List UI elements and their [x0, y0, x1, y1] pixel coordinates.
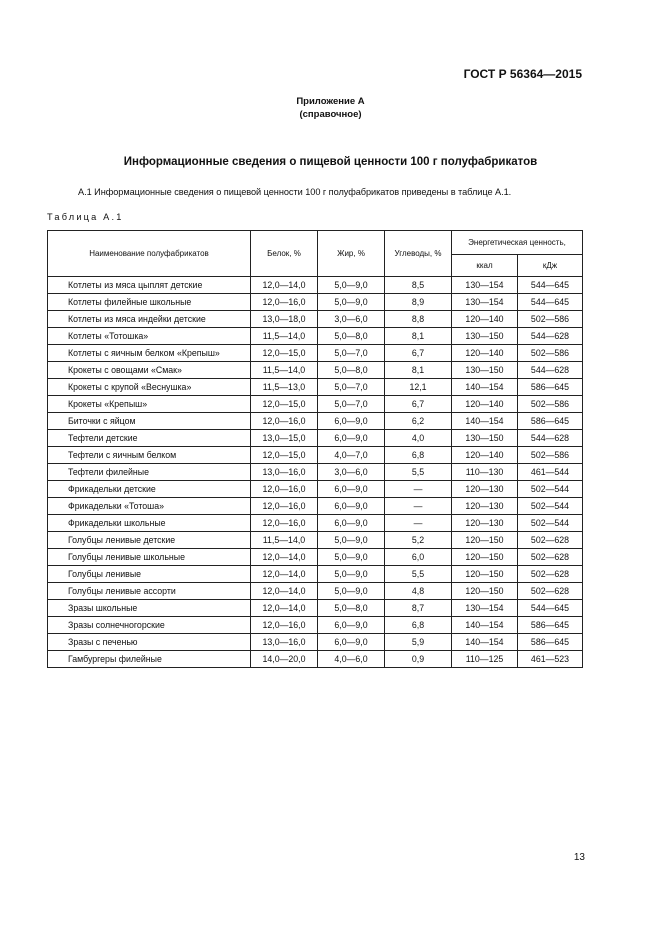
cell-kcal: 120—140 — [452, 345, 518, 362]
cell-carbs: 6,8 — [385, 447, 452, 464]
cell-protein: 11,5—14,0 — [251, 362, 318, 379]
cell-kj: 544—628 — [518, 362, 583, 379]
cell-fat: 5,0—9,0 — [318, 583, 385, 600]
cell-name: Котлеты с яичным белком «Крепыш» — [48, 345, 251, 362]
cell-kj: 502—586 — [518, 311, 583, 328]
cell-name: Биточки с яйцом — [48, 413, 251, 430]
cell-name: Фрикадельки детские — [48, 481, 251, 498]
cell-name: Зразы школьные — [48, 600, 251, 617]
cell-kcal: 130—154 — [452, 600, 518, 617]
cell-name: Голубцы ленивые детские — [48, 532, 251, 549]
cell-fat: 6,0—9,0 — [318, 413, 385, 430]
cell-carbs: 8,8 — [385, 311, 452, 328]
page-number: 13 — [573, 852, 585, 863]
header-energy: Энергетическая ценность, — [452, 231, 583, 255]
cell-fat: 6,0—9,0 — [318, 430, 385, 447]
cell-protein: 11,5—14,0 — [251, 532, 318, 549]
cell-carbs: 4,0 — [385, 430, 452, 447]
cell-fat: 6,0—9,0 — [318, 617, 385, 634]
cell-kcal: 140—154 — [452, 617, 518, 634]
header-name: Наименование полуфабрикатов — [48, 231, 251, 277]
cell-kj: 502—628 — [518, 549, 583, 566]
cell-carbs: 0,9 — [385, 651, 452, 668]
cell-name: Крокеты с овощами «Смак» — [48, 362, 251, 379]
cell-protein: 12,0—16,0 — [251, 617, 318, 634]
cell-carbs: 6,7 — [385, 345, 452, 362]
cell-kj: 502—586 — [518, 447, 583, 464]
cell-carbs: 5,5 — [385, 566, 452, 583]
cell-carbs: 6,0 — [385, 549, 452, 566]
table-row — [48, 464, 583, 481]
header-kj: кДж — [518, 255, 583, 277]
cell-name: Гамбургеры филейные — [48, 651, 251, 668]
cell-name: Котлеты филейные школьные — [48, 294, 251, 311]
cell-carbs: 8,7 — [385, 600, 452, 617]
cell-kcal: 140—154 — [452, 634, 518, 651]
cell-kj: 502—628 — [518, 583, 583, 600]
cell-fat: 5,0—7,0 — [318, 345, 385, 362]
cell-kcal: 120—130 — [452, 515, 518, 532]
table-row — [48, 277, 583, 294]
cell-kj: 502—628 — [518, 566, 583, 583]
cell-kj: 502—586 — [518, 345, 583, 362]
cell-fat: 6,0—9,0 — [318, 498, 385, 515]
cell-carbs: 6,2 — [385, 413, 452, 430]
table-caption: Таблица А.1 — [47, 212, 124, 222]
cell-name: Котлеты «Тотошка» — [48, 328, 251, 345]
cell-kcal: 120—150 — [452, 583, 518, 600]
cell-kcal: 120—140 — [452, 447, 518, 464]
cell-name: Голубцы ленивые — [48, 566, 251, 583]
cell-fat: 5,0—9,0 — [318, 294, 385, 311]
cell-fat: 5,0—9,0 — [318, 277, 385, 294]
table-row — [48, 447, 583, 464]
cell-protein: 13,0—16,0 — [251, 634, 318, 651]
cell-protein: 13,0—15,0 — [251, 430, 318, 447]
appendix-heading — [0, 95, 661, 121]
document-code: ГОСТ Р 56364—2015 — [463, 67, 582, 81]
cell-name: Голубцы ленивые ассорти — [48, 583, 251, 600]
cell-protein: 12,0—15,0 — [251, 447, 318, 464]
cell-carbs: — — [385, 498, 452, 515]
cell-kj: 502—544 — [518, 515, 583, 532]
cell-fat: 5,0—9,0 — [318, 532, 385, 549]
table-row — [48, 362, 583, 379]
cell-protein: 12,0—16,0 — [251, 481, 318, 498]
table-row — [48, 345, 583, 362]
cell-fat: 5,0—8,0 — [318, 328, 385, 345]
cell-kcal: 120—150 — [452, 532, 518, 549]
cell-kj: 461—523 — [518, 651, 583, 668]
table-row — [48, 600, 583, 617]
cell-kj: 544—628 — [518, 328, 583, 345]
cell-kj: 586—645 — [518, 634, 583, 651]
cell-carbs: 5,9 — [385, 634, 452, 651]
cell-kcal: 120—150 — [452, 566, 518, 583]
cell-carbs: 6,7 — [385, 396, 452, 413]
table-row — [48, 583, 583, 600]
cell-kcal: 120—130 — [452, 498, 518, 515]
cell-carbs: 6,8 — [385, 617, 452, 634]
table-row — [48, 634, 583, 651]
table-body — [48, 277, 583, 668]
table-row — [48, 515, 583, 532]
table-row — [48, 430, 583, 447]
table-row — [48, 379, 583, 396]
cell-name: Голубцы ленивые школьные — [48, 549, 251, 566]
cell-kcal: 120—140 — [452, 396, 518, 413]
cell-fat: 6,0—9,0 — [318, 634, 385, 651]
table-row — [48, 294, 583, 311]
cell-kcal: 130—150 — [452, 362, 518, 379]
cell-carbs: 8,5 — [385, 277, 452, 294]
cell-carbs: — — [385, 481, 452, 498]
cell-kj: 586—645 — [518, 379, 583, 396]
cell-fat: 3,0—6,0 — [318, 464, 385, 481]
header-carbs: Углеводы, % — [385, 231, 452, 277]
cell-kj: 461—544 — [518, 464, 583, 481]
cell-carbs: 5,2 — [385, 532, 452, 549]
cell-kcal: 140—154 — [452, 413, 518, 430]
cell-carbs: 8,1 — [385, 362, 452, 379]
table-row — [48, 651, 583, 668]
cell-fat: 5,0—8,0 — [318, 362, 385, 379]
header-kcal: ккал — [452, 255, 518, 277]
cell-carbs: 12,1 — [385, 379, 452, 396]
cell-protein: 13,0—16,0 — [251, 464, 318, 481]
cell-name: Фрикадельки «Тотоша» — [48, 498, 251, 515]
cell-protein: 12,0—15,0 — [251, 345, 318, 362]
table-row — [48, 532, 583, 549]
cell-kcal: 120—150 — [452, 549, 518, 566]
cell-name: Тефтели филейные — [48, 464, 251, 481]
cell-kj: 502—586 — [518, 396, 583, 413]
table-row — [48, 617, 583, 634]
header-fat: Жир, % — [318, 231, 385, 277]
cell-name: Фрикадельки школьные — [48, 515, 251, 532]
table-row — [48, 396, 583, 413]
table-row — [48, 549, 583, 566]
nutrition-table — [47, 230, 583, 668]
cell-carbs: 4,8 — [385, 583, 452, 600]
cell-fat: 5,0—8,0 — [318, 600, 385, 617]
cell-name: Тефтели с яичным белком — [48, 447, 251, 464]
cell-protein: 12,0—16,0 — [251, 294, 318, 311]
cell-kcal: 120—130 — [452, 481, 518, 498]
cell-name: Котлеты из мяса цыплят детские — [48, 277, 251, 294]
cell-fat: 4,0—7,0 — [318, 447, 385, 464]
cell-carbs: 8,9 — [385, 294, 452, 311]
intro-paragraph: А.1 Информационные сведения о пищевой ценности 100 г полуфабрикатов приведены в таблице А.1. — [78, 187, 512, 197]
cell-kj: 586—645 — [518, 413, 583, 430]
cell-kcal: 140—154 — [452, 379, 518, 396]
cell-fat: 6,0—9,0 — [318, 515, 385, 532]
page-title: Информационные сведения о пищевой ценности 100 г полуфабрикатов — [123, 156, 538, 168]
header-protein: Белок, % — [251, 231, 318, 277]
cell-kj: 502—544 — [518, 498, 583, 515]
table-row — [48, 498, 583, 515]
table-row — [48, 566, 583, 583]
cell-name: Зразы солнечногорские — [48, 617, 251, 634]
cell-kj: 544—645 — [518, 294, 583, 311]
cell-carbs: 8,1 — [385, 328, 452, 345]
cell-kcal: 110—130 — [452, 464, 518, 481]
cell-carbs: 5,5 — [385, 464, 452, 481]
cell-protein: 12,0—14,0 — [251, 277, 318, 294]
cell-protein: 12,0—14,0 — [251, 583, 318, 600]
cell-protein: 14,0—20,0 — [251, 651, 318, 668]
cell-fat: 4,0—6,0 — [318, 651, 385, 668]
cell-protein: 13,0—18,0 — [251, 311, 318, 328]
cell-fat: 5,0—9,0 — [318, 549, 385, 566]
appendix-title: Приложение А — [296, 96, 365, 107]
cell-protein: 12,0—16,0 — [251, 413, 318, 430]
cell-protein: 11,5—14,0 — [251, 328, 318, 345]
cell-protein: 11,5—13,0 — [251, 379, 318, 396]
cell-kcal: 130—154 — [452, 294, 518, 311]
cell-name: Крокеты «Крепыш» — [48, 396, 251, 413]
cell-fat: 5,0—7,0 — [318, 379, 385, 396]
cell-name: Крокеты с крупой «Веснушка» — [48, 379, 251, 396]
cell-protein: 12,0—16,0 — [251, 515, 318, 532]
cell-kj: 544—645 — [518, 600, 583, 617]
cell-kj: 544—645 — [518, 277, 583, 294]
cell-name: Тефтели детские — [48, 430, 251, 447]
cell-fat: 3,0—6,0 — [318, 311, 385, 328]
cell-kj: 502—544 — [518, 481, 583, 498]
cell-name: Котлеты из мяса индейки детские — [48, 311, 251, 328]
appendix-subtitle: (справочное) — [299, 109, 362, 120]
table-row — [48, 481, 583, 498]
table-row — [48, 413, 583, 430]
table-row — [48, 328, 583, 345]
cell-kcal: 130—150 — [452, 430, 518, 447]
cell-name: Зразы с печенью — [48, 634, 251, 651]
cell-kcal: 130—150 — [452, 328, 518, 345]
cell-kcal: 130—154 — [452, 277, 518, 294]
cell-kj: 502—628 — [518, 532, 583, 549]
cell-protein: 12,0—16,0 — [251, 498, 318, 515]
cell-fat: 5,0—9,0 — [318, 566, 385, 583]
cell-protein: 12,0—14,0 — [251, 600, 318, 617]
cell-protein: 12,0—14,0 — [251, 566, 318, 583]
cell-fat: 6,0—9,0 — [318, 481, 385, 498]
cell-protein: 12,0—15,0 — [251, 396, 318, 413]
cell-kj: 544—628 — [518, 430, 583, 447]
table-row — [48, 311, 583, 328]
cell-protein: 12,0—14,0 — [251, 549, 318, 566]
cell-fat: 5,0—7,0 — [318, 396, 385, 413]
cell-kj: 586—645 — [518, 617, 583, 634]
cell-carbs: — — [385, 515, 452, 532]
cell-kcal: 110—125 — [452, 651, 518, 668]
cell-kcal: 120—140 — [452, 311, 518, 328]
